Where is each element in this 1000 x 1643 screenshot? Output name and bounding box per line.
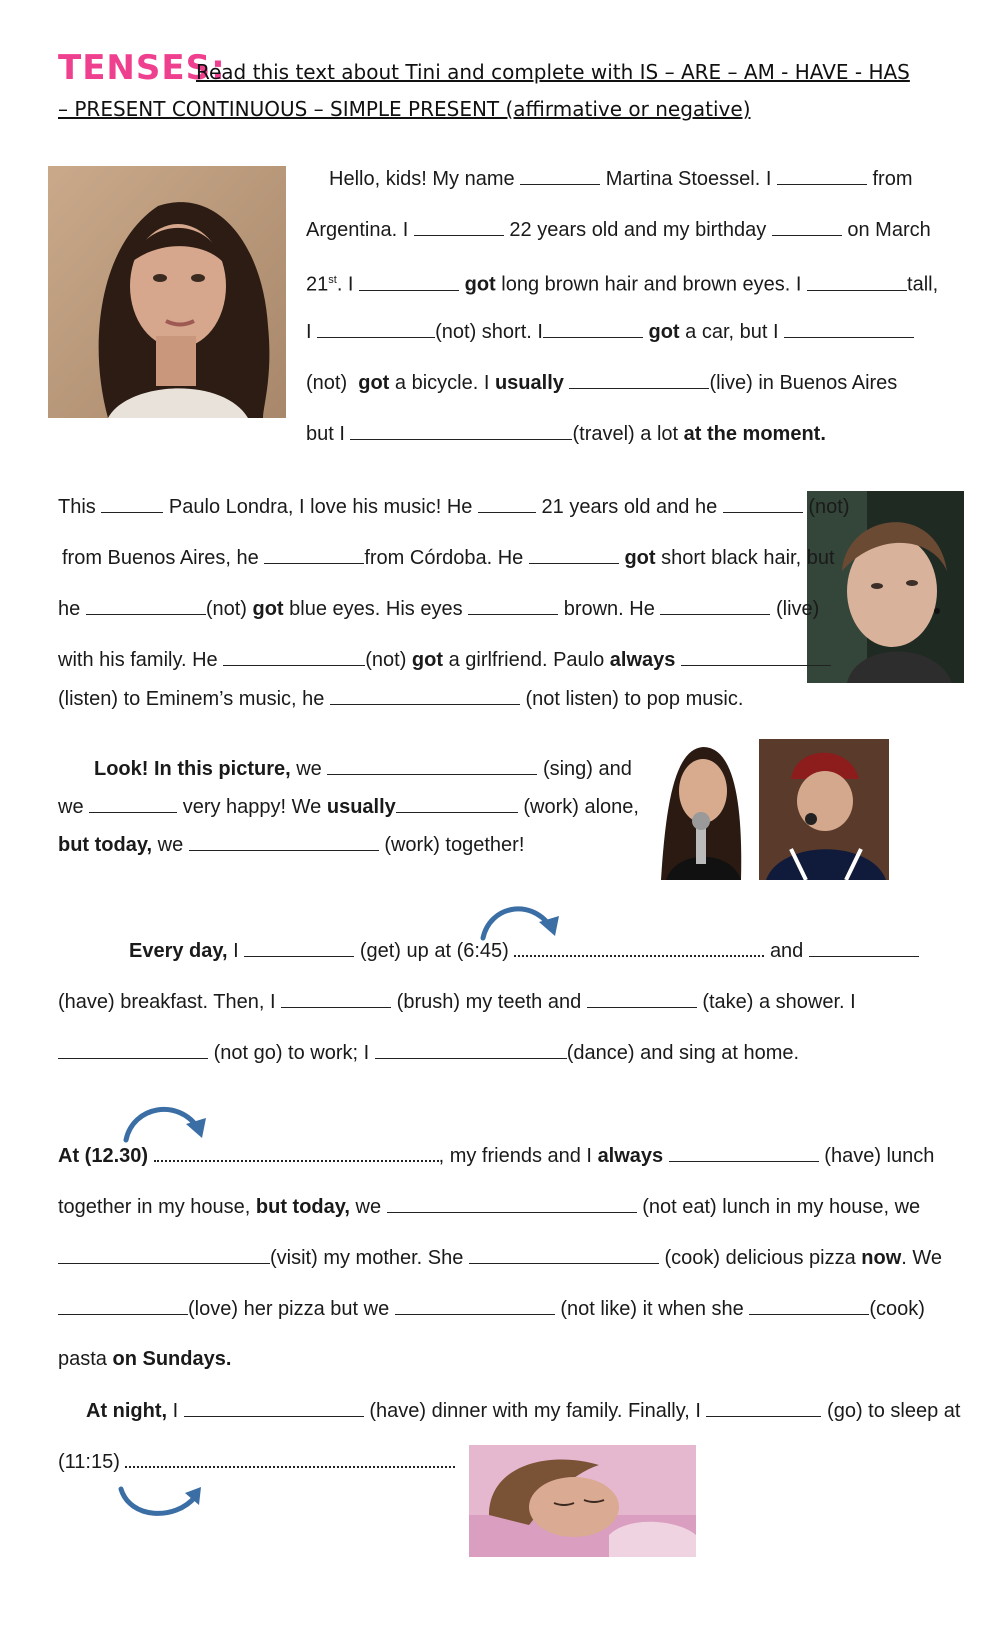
blank[interactable] [327,756,537,775]
blank[interactable] [189,832,379,851]
p5-line-3: (visit) my mother. She (cook) delicious pizza now. We [58,1245,942,1270]
blank[interactable] [58,1245,270,1264]
p2-line-2: from Buenos Aires, he from Córdoba. He got short black hair, but [62,547,835,569]
blank[interactable] [809,938,919,957]
blank[interactable] [350,421,572,440]
blank[interactable] [387,1194,637,1213]
blank[interactable] [359,272,459,291]
p4-line-2: (have) breakfast. Then, I (brush) my teeth and (take) a shower. I [58,991,856,1013]
blank[interactable] [264,545,364,564]
photo-tini [48,166,286,418]
blank[interactable] [784,319,914,338]
p1-line-2: Argentina. I 22 years old and my birthday on March [306,219,931,241]
p6-line-2: (11:15) [58,1450,455,1474]
blank[interactable] [468,596,558,615]
curved-arrow-icon [475,898,565,943]
blank[interactable] [777,166,867,185]
dotted-blank[interactable] [125,1450,455,1468]
blank[interactable] [520,166,600,185]
blank[interactable] [281,989,391,1008]
worksheet-title: TENSES: [58,48,226,88]
blank[interactable] [223,647,365,666]
p5-line-5: pasta on Sundays. [58,1348,232,1370]
blank[interactable] [723,494,803,513]
blank[interactable] [244,938,354,957]
blank[interactable] [58,1296,188,1315]
dotted-blank[interactable] [154,1144,439,1162]
blank[interactable] [469,1245,659,1264]
blank[interactable] [58,1040,208,1059]
p4-line-3: (not go) to work; I (dance) and sing at home. [58,1040,799,1065]
p2-line-5: (listen) to Eminem’s music, he (not listen) to pop music. [58,688,744,710]
p2-line-4: with his family. He (not) got a girlfriend. Paulo always [58,647,831,672]
instruction-line-2: – PRESENT CONTINUOUS – SIMPLE PRESENT (affirmative or negative) [58,97,751,121]
blank[interactable] [375,1040,567,1059]
p1-line-1: Hello, kids! My name Martina Stoessel. I from [329,168,913,190]
blank[interactable] [749,1296,869,1315]
p1-line-4: I (not) short. I got a car, but I [306,319,914,344]
p3-line-1: Look! In this picture, we (sing) and [94,758,632,780]
p4-line-1: Every day, I (get) up at (6:45) and [129,938,919,963]
p5-line-2: together in my house, but today, we (not eat) lunch in my house, we [58,1196,921,1218]
p2-line-3: he (not) got blue eyes. His eyes brown. He (live) [58,598,820,620]
blank[interactable] [330,686,520,705]
blank[interactable] [660,596,770,615]
p5-line-4: (love) her pizza but we (not like) it when she (cook) [58,1296,925,1321]
curved-arrow-icon [115,1483,205,1521]
p3-line-2: we very happy! We usually (work) alone, [58,796,639,818]
p6-line-1: At night, I (have) dinner with my family. Finally, I (go) to sleep at [86,1400,961,1422]
photo-sleeping [469,1445,696,1557]
blank[interactable] [101,494,163,513]
p5-line-1: At (12.30) , my friends and I always (have) lunch [58,1145,935,1167]
photo-singers [641,739,889,880]
blank[interactable] [89,794,177,813]
p2-line-1: This Paulo Londra, I love his music! He 21 years old and he (not) [58,496,850,518]
blank[interactable] [184,1398,364,1417]
blank[interactable] [529,545,619,564]
blank[interactable] [396,794,518,813]
blank[interactable] [587,989,697,1008]
blank[interactable] [706,1398,821,1417]
blank[interactable] [681,647,831,666]
blank[interactable] [569,370,709,389]
blank[interactable] [772,217,842,236]
p3-line-3: but today, we (work) together! [58,834,525,856]
instruction-line-1: Read this text about Tini and complete with IS – ARE – AM - HAVE - HAS [196,60,910,84]
p1-line-3: 21st. I got long brown hair and brown eyes. I tall, [306,273,939,296]
dotted-blank[interactable] [514,939,764,957]
blank[interactable] [478,494,536,513]
blank[interactable] [669,1143,819,1162]
blank[interactable] [317,319,435,338]
blank[interactable] [395,1296,555,1315]
blank[interactable] [807,272,907,291]
blank[interactable] [543,319,643,338]
blank[interactable] [414,217,504,236]
p1-line-6: but I (travel) a lot at the moment. [306,423,826,445]
p1-line-5: (not) got a bicycle. I usually (live) in Buenos Aires [306,372,898,394]
curved-arrow-icon [118,1098,213,1143]
blank[interactable] [86,596,206,615]
